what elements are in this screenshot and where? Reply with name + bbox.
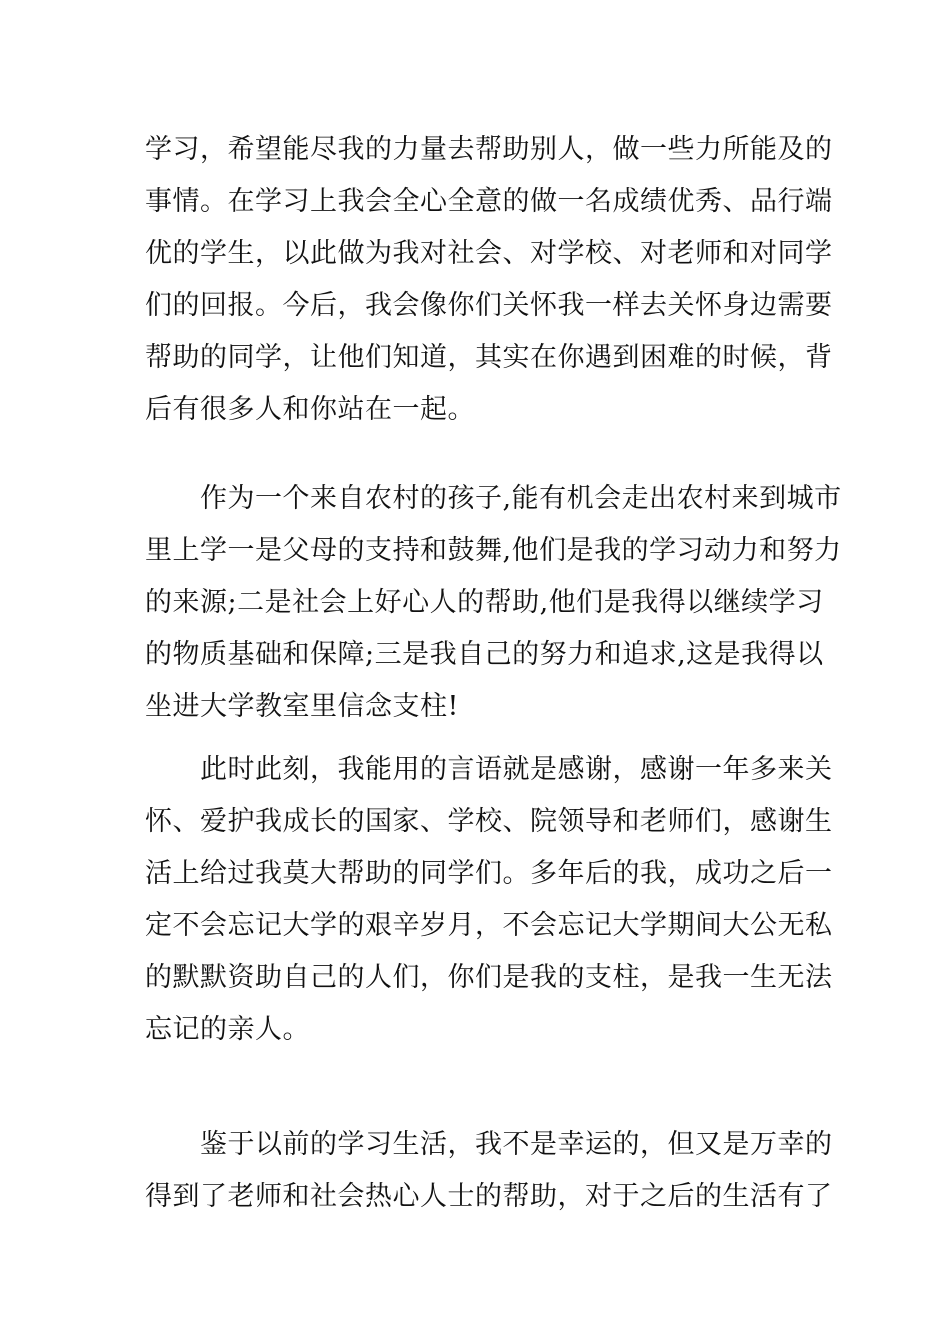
text-line: 定不会忘记大学的艰辛岁月，不会忘记大学期间大公无私 [145, 910, 833, 941]
text-line: 优的学生，以此做为我对社会、对学校、对老师和对同学 [145, 238, 833, 269]
text-line: 帮助的同学，让他们知道，其实在你遇到困难的时候，背 [145, 342, 833, 373]
text-line: 的默默资助自己的人们，你们是我的支柱，是我一生无法 [145, 962, 833, 993]
text-line: 的物质基础和保障;三是我自己的努力和追求,这是我得以 [145, 639, 824, 670]
text-line: 活上给过我莫大帮助的同学们。多年后的我，成功之后一 [145, 858, 833, 889]
text-line: 此时此刻，我能用的言语就是感谢，感谢一年多来关 [145, 754, 833, 785]
text-line: 的来源;二是社会上好心人的帮助,他们是我得以继续学习 [145, 587, 824, 618]
text-line: 里上学一是父母的支持和鼓舞,他们是我的学习动力和努力 [145, 535, 842, 566]
text-line: 怀、爱护我成长的国家、学校、院领导和老师们，感谢生 [145, 806, 833, 837]
text-line: 坐进大学教室里信念支柱! [145, 691, 459, 722]
text-line: 们的回报。今后，我会像你们关怀我一样去关怀身边需要 [145, 290, 833, 321]
paragraph-1 [145, 124, 833, 436]
text-line: 后有很多人和你站在一起。 [145, 394, 475, 425]
text-line: 作为一个来自农村的孩子,能有机会走出农村来到城市 [145, 483, 842, 514]
paragraph-3 [145, 744, 833, 1056]
text-line: 得到了老师和社会热心人士的帮助，对于之后的生活有了 [145, 1181, 833, 1212]
text-line: 事情。在学习上我会全心全意的做一名成绩优秀、品行端 [145, 186, 833, 217]
text-line: 学习，希望能尽我的力量去帮助别人，做一些力所能及的 [145, 134, 833, 165]
paragraph-4 [145, 1119, 833, 1223]
paragraph-2 [145, 473, 842, 733]
text-line: 忘记的亲人。 [145, 1014, 310, 1045]
text-line: 鉴于以前的学习生活，我不是幸运的，但又是万幸的 [145, 1129, 833, 1160]
